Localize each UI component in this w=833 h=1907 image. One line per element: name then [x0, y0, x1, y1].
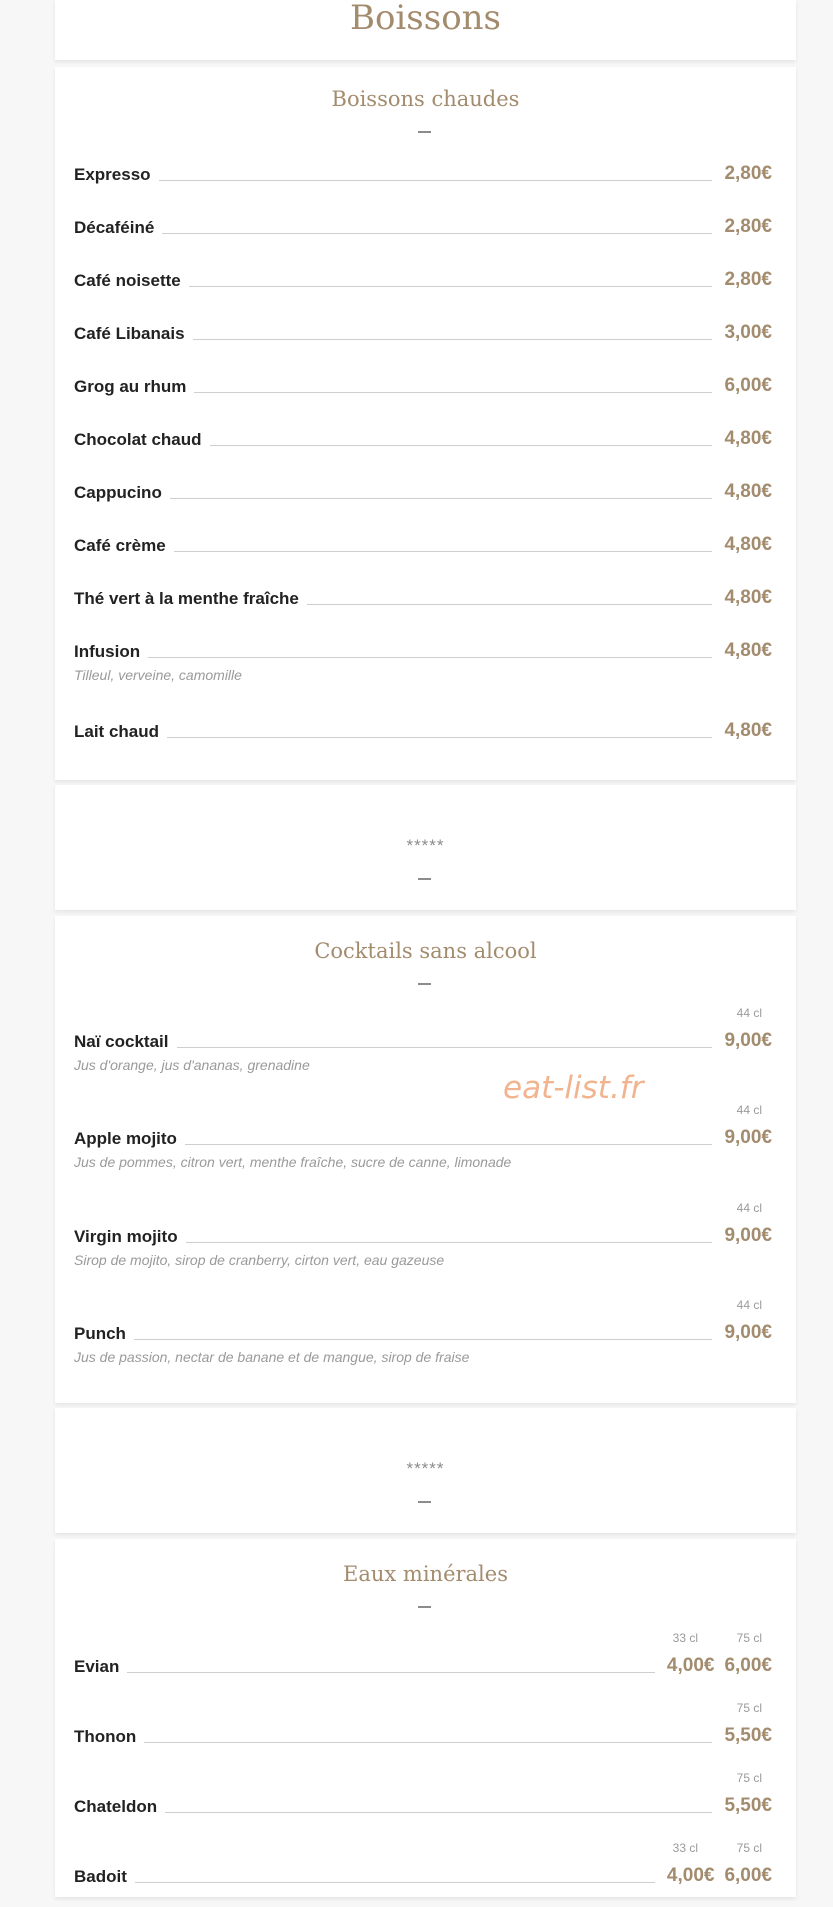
- dotted-leader: [127, 1672, 655, 1673]
- dotted-leader: [165, 1812, 712, 1813]
- item-name: Café crème: [74, 536, 166, 555]
- menu-item: [74, 638, 772, 682]
- item-description: Sirop de mojito, sirop de cranberry, cirton vert, eau gazeuse: [74, 1252, 445, 1268]
- volume-label-large: 75 cl: [736, 1771, 762, 1785]
- stars-separator: *****: [406, 836, 445, 855]
- volume-label-large: 75 cl: [736, 1841, 762, 1855]
- menu-item: [74, 320, 772, 364]
- item-price-large: 6,00€: [724, 1865, 772, 1886]
- item-price-large: 5,50€: [724, 1725, 772, 1746]
- item-price: 4,80€: [724, 640, 772, 661]
- item-name: Café Libanais: [74, 324, 185, 343]
- item-name: Expresso: [74, 165, 151, 184]
- item-price: 3,00€: [724, 322, 772, 343]
- separator-dash: [418, 1501, 431, 1503]
- item-name: Badoit: [74, 1867, 127, 1886]
- dotted-leader: [193, 339, 713, 340]
- item-price: 4,80€: [724, 534, 772, 555]
- item-price: 4,80€: [724, 428, 772, 449]
- item-price: 4,80€: [724, 481, 772, 502]
- item-price: 4,80€: [724, 587, 772, 608]
- dotted-leader: [159, 180, 713, 181]
- volume-label: 44 cl: [736, 1201, 762, 1215]
- item-name: Naï cocktail: [74, 1032, 169, 1051]
- menu-item: [74, 1006, 772, 1073]
- page-title: Boissons: [349, 0, 502, 38]
- dotted-leader: [194, 392, 712, 393]
- dotted-leader: [167, 737, 712, 738]
- section-title: Cocktails sans alcool: [314, 939, 537, 963]
- volume-label-small: 33 cl: [672, 1631, 698, 1645]
- volume-label-large: 75 cl: [736, 1701, 762, 1715]
- item-price: 9,00€: [724, 1127, 772, 1148]
- menu-item: [74, 1701, 772, 1767]
- dotted-leader: [189, 286, 713, 287]
- item-name: Virgin mojito: [74, 1227, 178, 1246]
- separator-card: [55, 785, 796, 910]
- menu-item: [74, 532, 772, 576]
- menu-item: [74, 1298, 772, 1365]
- stars-separator: *****: [406, 1459, 445, 1478]
- section-title: Boissons chaudes: [331, 87, 520, 111]
- item-price: 9,00€: [724, 1225, 772, 1246]
- dotted-leader: [307, 604, 713, 605]
- item-price: 2,80€: [724, 269, 772, 290]
- dotted-leader: [185, 1144, 713, 1145]
- item-name: Infusion: [74, 642, 141, 661]
- item-price-small: 4,00€: [666, 1655, 715, 1676]
- dotted-leader: [174, 551, 713, 552]
- menu-item: [74, 373, 772, 417]
- item-name: Cappucino: [74, 483, 162, 502]
- item-price: 2,80€: [724, 216, 772, 237]
- item-name: Grog au rhum: [74, 377, 187, 396]
- menu-item: [74, 1103, 772, 1170]
- section-hot-drinks: [55, 67, 796, 780]
- item-price: 9,00€: [724, 1322, 772, 1343]
- separator-dash: [418, 878, 431, 880]
- dotted-leader: [210, 445, 713, 446]
- dotted-leader: [135, 1882, 655, 1883]
- watermark-text: eat-list.fr: [503, 1070, 644, 1106]
- item-name: Décaféiné: [74, 218, 155, 237]
- item-name: Café noisette: [74, 271, 181, 290]
- dotted-leader: [134, 1339, 713, 1340]
- item-description: Jus d'orange, jus d'ananas, grenadine: [74, 1057, 310, 1073]
- item-name: Chocolat chaud: [74, 430, 202, 449]
- dotted-leader: [148, 657, 712, 658]
- page-header: [55, 0, 796, 60]
- dotted-leader: [144, 1742, 712, 1743]
- title-dash: [418, 131, 431, 133]
- item-description: Jus de passion, nectar de banane et de mangue, sirop de fraise: [74, 1349, 470, 1365]
- section-title: Eaux minérales: [343, 1562, 508, 1586]
- section-cocktails: [55, 916, 796, 1403]
- menu-item: [74, 718, 772, 762]
- menu-item: [74, 267, 772, 311]
- menu-item: [74, 161, 772, 205]
- menu-item: [74, 426, 772, 470]
- item-price: 9,00€: [724, 1030, 772, 1051]
- volume-label: 44 cl: [736, 1103, 762, 1117]
- menu-item: [74, 479, 772, 523]
- menu-item: [74, 1841, 772, 1907]
- volume-label: 44 cl: [736, 1298, 762, 1312]
- item-price: 4,80€: [724, 720, 772, 741]
- dotted-leader: [177, 1047, 713, 1048]
- dotted-leader: [170, 498, 713, 499]
- dotted-leader: [186, 1242, 713, 1243]
- volume-label-small: 33 cl: [672, 1841, 698, 1855]
- item-name: Thé vert à la menthe fraîche: [74, 589, 299, 608]
- item-price-large: 6,00€: [724, 1655, 772, 1676]
- item-name: Thonon: [74, 1727, 137, 1746]
- menu-item: [74, 1631, 772, 1697]
- item-name: Punch: [74, 1324, 126, 1343]
- item-description: Jus de pommes, citron vert, menthe fraîche, sucre de canne, limonade: [74, 1154, 512, 1170]
- title-dash: [418, 1606, 431, 1608]
- item-description: Tilleul, verveine, camomille: [74, 667, 242, 683]
- item-price: 2,80€: [724, 163, 772, 184]
- menu-item: [74, 585, 772, 629]
- menu-item: [74, 214, 772, 258]
- menu-item: [74, 1771, 772, 1837]
- dotted-leader: [162, 233, 712, 234]
- item-price-small: 4,00€: [666, 1865, 715, 1886]
- volume-label-large: 75 cl: [736, 1631, 762, 1645]
- item-name: Apple mojito: [74, 1129, 177, 1148]
- section-waters: [55, 1539, 796, 1897]
- item-name: Chateldon: [74, 1797, 158, 1816]
- menu-item: [74, 1201, 772, 1268]
- item-price: 6,00€: [724, 375, 772, 396]
- item-name: Evian: [74, 1657, 120, 1676]
- title-dash: [418, 983, 431, 985]
- separator-card: [55, 1408, 796, 1533]
- item-price-large: 5,50€: [724, 1795, 772, 1816]
- volume-label: 44 cl: [736, 1006, 762, 1020]
- item-name: Lait chaud: [74, 722, 160, 741]
